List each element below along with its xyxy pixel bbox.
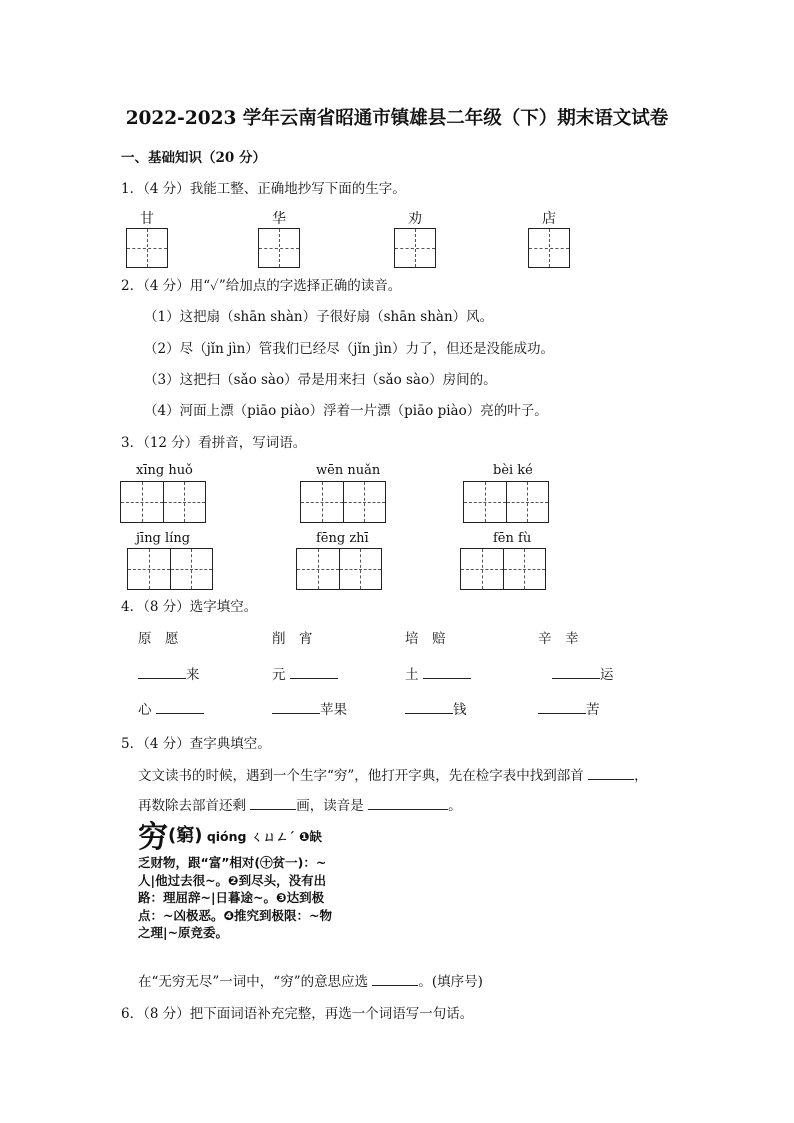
pinyin-label: jīng líng (136, 531, 191, 546)
word-grid[interactable] (463, 481, 549, 523)
fill-item: 心 (138, 698, 204, 718)
fill-item: 土 (405, 663, 471, 683)
sub-item: （2）尽（jǐn jìn）管我们已经尽（jǐn jìn）力了，但还是没能成功。 (144, 341, 554, 357)
sub-item: （1）这把扇（shān shàn）子很好扇（shān shàn）风。 (144, 309, 494, 325)
answer-blank[interactable] (405, 701, 453, 714)
answer-blank[interactable] (138, 666, 186, 679)
pinyin-label: xīng huǒ (136, 463, 193, 478)
char-label: 华 (272, 211, 286, 227)
question-2: 2．（4 分）用“✓”给加点的字选择正确的读音。 (121, 278, 402, 294)
pinyin-label: fēng zhī (316, 531, 369, 546)
fill-item: 钱 (405, 698, 467, 718)
q5-line-2: 再数除去部首还剩 画，读音是 。 (138, 798, 462, 814)
pinyin-label: wēn nuǎn (316, 463, 381, 478)
question-5: 5．（4 分）查字典填空。 (121, 736, 271, 752)
writing-grid[interactable] (394, 228, 436, 268)
char-label: 甘 (140, 211, 154, 227)
answer-blank[interactable] (156, 701, 204, 714)
answer-blank[interactable] (423, 666, 471, 679)
fill-item: 苦 (538, 698, 600, 718)
fill-item: 苹果 (272, 698, 347, 718)
question-3: 3．（12 分）看拼音，写词语。 (121, 435, 307, 451)
pinyin-label: bèi ké (493, 463, 533, 478)
writing-grid[interactable] (528, 228, 570, 268)
word-grid[interactable] (120, 481, 206, 523)
char-label: 店 (542, 211, 556, 227)
char-pair: 削 宵 (272, 631, 313, 647)
sub-item: （3）这把扫（sǎo sào）帚是用来扫（sǎo sào）房间的。 (144, 372, 497, 388)
page-title: 2022-2023 学年云南省昭通市镇雄县二年级（下）期末语文试卷 (125, 108, 669, 129)
sub-item: （4）河面上漂（piāo piào）浮着一片漂（piāo piào）亮的叶子。 (144, 403, 548, 419)
answer-blank[interactable] (368, 797, 448, 810)
word-grid[interactable] (300, 481, 386, 523)
answer-blank[interactable] (272, 701, 320, 714)
section-heading: 一、基础知识（20 分） (121, 150, 266, 166)
answer-blank[interactable] (372, 973, 418, 986)
fill-item: 运 (552, 663, 614, 683)
answer-blank[interactable] (552, 666, 600, 679)
answer-blank[interactable] (250, 797, 296, 810)
dictionary-excerpt: 穷(窮) qióng ㄑㄩㄥˊ ❶缺乏财物，跟“富”相对(㊉贫一)：~人|他过去很~。❷到尽头，没有出路：理屈辞~|日暮途~。❸达到极点：~凶极恶。❹推究到极限：~物之理|~原竞委。 (138, 820, 333, 940)
answer-blank[interactable] (588, 767, 634, 780)
question-4: 4．（8 分）选字填空。 (121, 599, 258, 615)
answer-blank[interactable] (290, 666, 338, 679)
char-label: 劝 (408, 211, 422, 227)
question-1: 1．（4 分）我能工整、正确地抄写下面的生字。 (121, 181, 406, 197)
char-pair: 原 愿 (138, 631, 179, 647)
char-pair: 辛 幸 (538, 631, 579, 647)
answer-blank[interactable] (538, 701, 586, 714)
fill-item: 来 (138, 663, 200, 683)
writing-grid[interactable] (258, 228, 300, 268)
word-grid[interactable] (460, 548, 546, 590)
pinyin-label: fēn fù (493, 531, 532, 546)
word-grid[interactable] (296, 548, 382, 590)
fill-item: 元 (272, 663, 338, 683)
question-6: 6．（8 分）把下面词语补充完整，再选一个词语写一句话。 (121, 1006, 474, 1022)
char-pair: 培 赔 (405, 631, 446, 647)
q5-line-1: 文文读书的时候，遇到一个生字“穷”，他打开字典，先在检字表中找到部首 ， (138, 768, 648, 784)
writing-grid[interactable] (126, 228, 168, 268)
word-grid[interactable] (127, 548, 213, 590)
q5-line-3: 在“无穷无尽”一词中，“穷”的意思应选 。(填序号) (138, 974, 483, 990)
